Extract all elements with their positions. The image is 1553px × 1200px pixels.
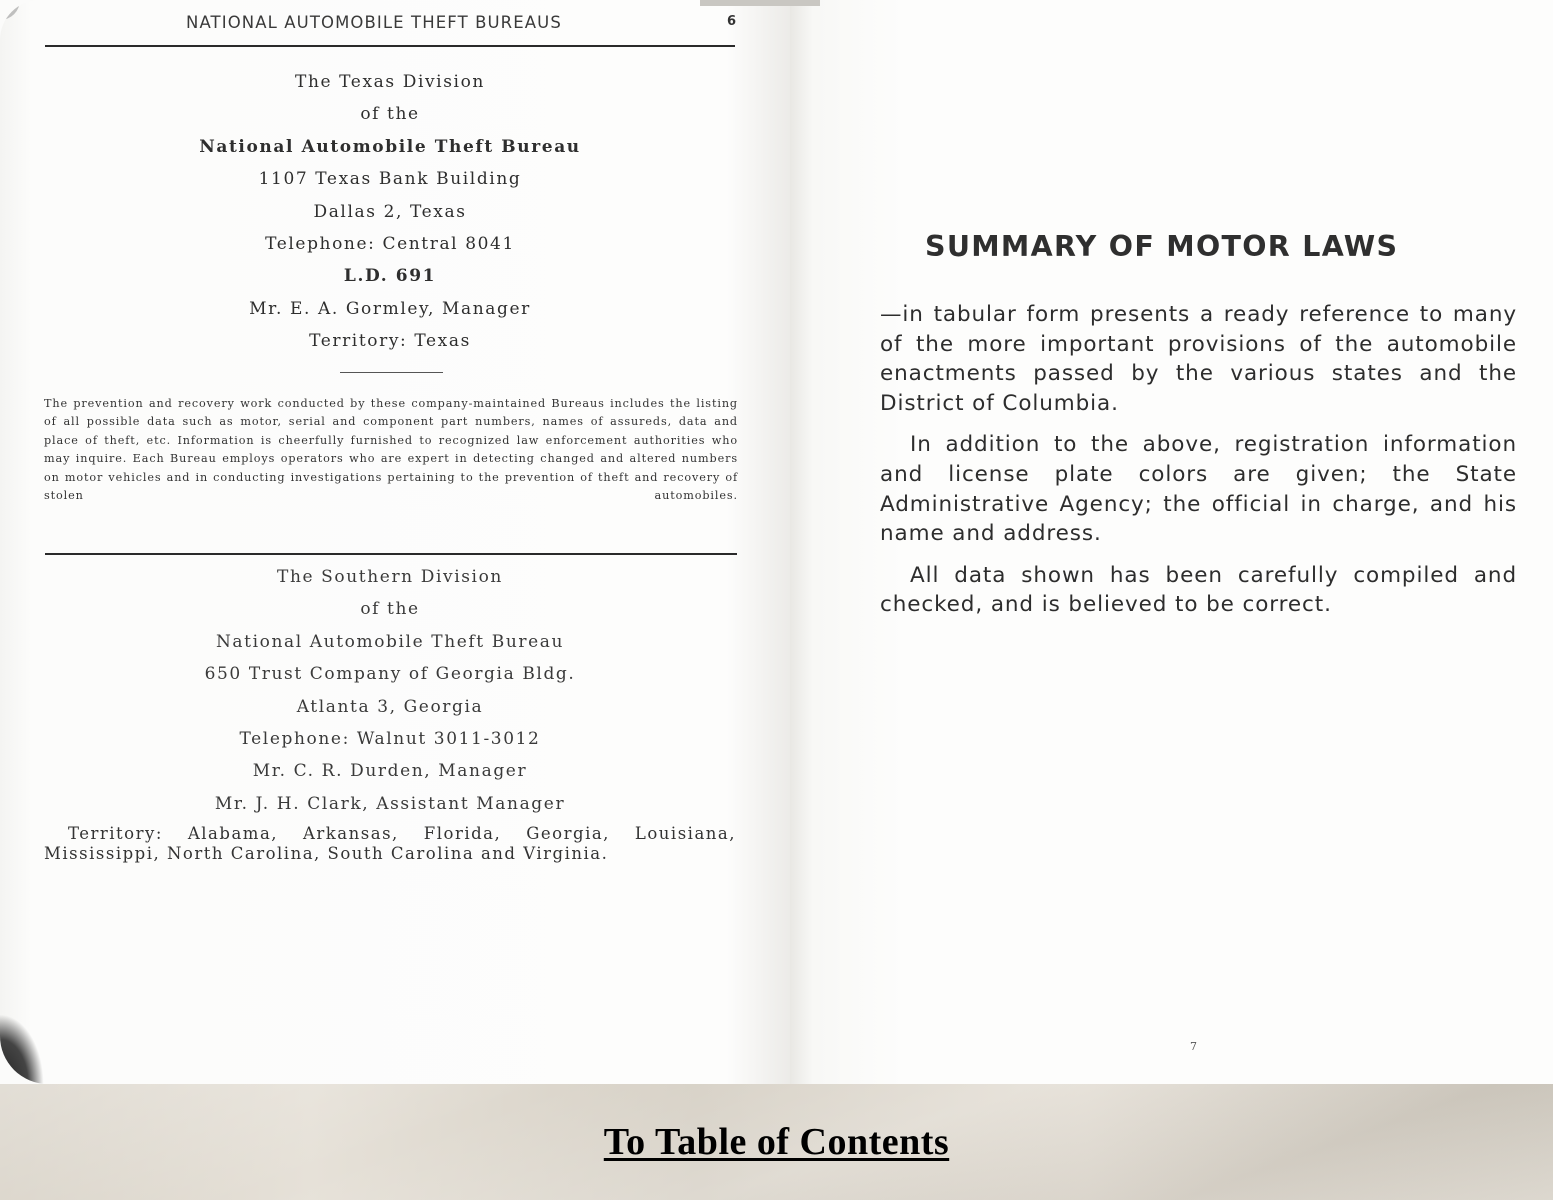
summary-body <box>880 300 1517 632</box>
bureau-name: National Automobile Theft Bureau <box>215 631 565 652</box>
telephone-line: Telephone: Central 8041 <box>265 233 515 254</box>
manager-line: Mr. C. R. Durden, Manager <box>252 761 528 782</box>
divider <box>45 553 737 555</box>
city-line: Atlanta 3, Georgia <box>296 696 484 717</box>
left-page <box>0 0 790 1084</box>
table-of-contents-link[interactable]: To Table of Contents <box>603 1121 950 1163</box>
address-line: 1107 Texas Bank Building <box>258 169 522 190</box>
address-line: 650 Trust Company of Georgia Bldg. <box>204 664 576 685</box>
territory-line: Territory: Texas <box>309 331 471 352</box>
texas-division-block <box>40 66 740 358</box>
division-line: of the <box>360 599 420 620</box>
manager-line: Mr. E. A. Gormley, Manager <box>249 298 531 319</box>
page-edge <box>700 0 820 6</box>
divider <box>45 45 735 47</box>
division-line: of the <box>360 104 420 125</box>
summary-paragraph: —in tabular form presents a ready reference to many of the more important provisions of the automobile enactments passed by the various states and the District of Columbia. <box>880 302 1517 416</box>
bureau-name: National Automobile Theft Bureau <box>199 136 581 157</box>
city-line: Dallas 2, Texas <box>313 201 467 222</box>
division-name: The Southern Division <box>277 567 503 587</box>
telephone-line: Telephone: Walnut 3011-3012 <box>239 728 541 749</box>
short-divider <box>340 372 443 373</box>
page-number: 7 <box>1190 1040 1197 1053</box>
southern-division-block <box>40 561 740 820</box>
fine-print-paragraph: The prevention and recovery work conducted by these company-maintained Bureaus includes the listing of all possible data such as motor, serial and component part numbers, names of assureds, data and place of theft, etc. Information is cheerfully furnished to recognized law enforcement authorities who may inquire. Each Bureau employs operators who are expert in detecting changed and altered numbers on motor vehicles and in conducting investigations pertaining to the prevention of theft and recovery of stolen automobiles. <box>44 397 738 503</box>
long-distance-line: L.D. 691 <box>343 266 437 287</box>
summary-paragraph: In addition to the above, registration information and license plate colors are given; the State Administrative Agency; the official in charge, and his name and address. <box>880 432 1517 547</box>
assistant-manager-line: Mr. J. H. Clark, Assistant Manager <box>214 793 566 814</box>
division-name: The Texas Division <box>295 72 485 92</box>
territory-line-continued: Mississippi, North Carolina, South Carolina and Virginia. <box>44 844 609 863</box>
page-title: SUMMARY OF MOTOR LAWS <box>925 230 1399 263</box>
page-number: 6 <box>727 14 737 29</box>
territory-line: Territory: Alabama, Arkansas, Florida, Georgia, Louisiana, <box>68 824 736 843</box>
running-head: NATIONAL AUTOMOBILE THEFT BUREAUS <box>186 13 562 32</box>
page-corner <box>0 0 20 20</box>
southern-territory <box>44 824 736 864</box>
footer-bar <box>0 1084 1553 1200</box>
page-corner-shadow <box>0 1014 44 1084</box>
summary-paragraph: All data shown has been carefully compiled and checked, and is believed to be correct. <box>880 562 1517 618</box>
